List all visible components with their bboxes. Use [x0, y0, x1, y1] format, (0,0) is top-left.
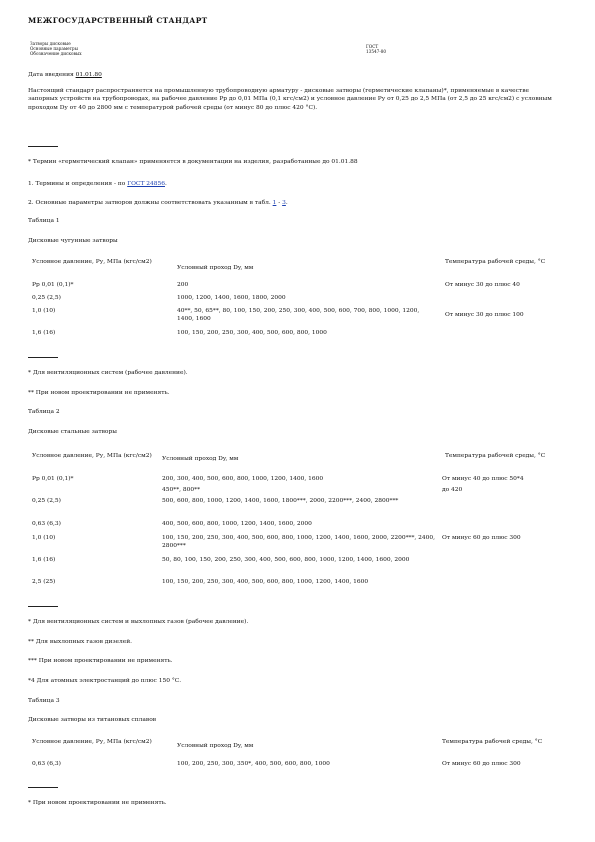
table-2-note-1: * Для вентиляционных систем и выхлопных газов (рабочее давление).	[28, 619, 249, 625]
table-3-header-temperature: Температура рабочей среды, °С	[442, 739, 543, 745]
table-2-header-diameter: Условный проход Dy, мм	[162, 456, 239, 462]
scope-paragraph: Настоящий стандарт распространяется на промышленную трубопроводную арматуру - дисковые затворы (герметические клапаны)*, применяемые в качестве запорных устройств на трубопроводах, на рабочее давление Рр до 0,01 МПа (0,1 кгс/см2) и условное давление Ру от 0,25 до 2,5 МПа (от 2,5 до 25 кгс/см2) с условным проходом Dy от 40 до 2800 мм с температурой рабочей среды (от минус 80 до плюс 420 °С).	[28, 88, 552, 111]
meta-left-1: Затворы дисковые	[30, 41, 71, 46]
table-1-row-3-temperature: От минус 30 до плюс 100	[445, 312, 524, 318]
table-2-row-3-pressure: 0,25 (2,5)	[32, 498, 61, 504]
table-1-row-2-diameter: 1000, 1200, 1400, 1600, 1800, 2000	[177, 295, 286, 301]
table-2-row-6-diameter: 50, 80, 100, 150, 200, 250, 300, 400, 500, 600, 800, 1000, 1200, 1400, 1600, 2000	[162, 557, 410, 563]
table-2-row-2-temperature: до 420	[442, 487, 463, 493]
table-2-header-pressure: Условное давление, Ру, МПа (кгс/см2)	[32, 453, 152, 459]
table-2-row-7-pressure: 2,5 (25)	[32, 579, 56, 585]
table-1-label: Таблица 1	[28, 218, 60, 224]
table-1-row-1-temperature: От минус 30 до плюс 40	[445, 282, 520, 288]
table-2-row-4-diameter: 400, 500, 600, 800, 1000, 1200, 1400, 1600, 2000	[162, 521, 312, 527]
table-3-header-diameter: Условный проход Dy, мм	[177, 743, 254, 749]
gost-24856-link[interactable]: ГОСТ 24856	[127, 181, 165, 187]
introduction-date	[28, 71, 102, 79]
table-2-note-3: *** При новом проектировании не применять.	[28, 658, 173, 664]
clause-2: 2. Основные параметры затворов должны соответствовать указанным в табл. 1 - 3.	[28, 200, 288, 206]
table-2-row-7-diameter: 100, 150, 200, 250, 300, 400, 500, 600, 800, 1000, 1200, 1400, 1600	[162, 579, 369, 585]
table-3-header-pressure: Условное давление, Ру, МПа (кгс/см2)	[32, 739, 152, 745]
table-1-row-3-pressure: 1,0 (10)	[32, 308, 56, 314]
table-1-row-3-diameter: 40**, 50, 65**, 80, 100, 150, 200, 250, 300, 400, 500, 600, 700, 800, 1000, 1200, 1400, 1600	[177, 308, 420, 323]
meta-right-1: ГОСТ	[366, 44, 379, 49]
date-value: 01.01.80	[75, 72, 102, 78]
table-2-row-2-diameter: 450**, 800**	[162, 487, 201, 493]
table-2-header-temperature: Температура рабочей среды, °С	[445, 453, 546, 459]
clause-1-text: 1. Термины и определения - по	[28, 181, 126, 187]
table-1-caption: Дисковые чугунные затворы	[28, 238, 118, 244]
table-1-row-4-diameter: 100, 150, 200, 250, 300, 400, 500, 600, 800, 1000	[177, 330, 327, 336]
table-3-row-1-diameter: 100, 200, 250, 300, 350*, 400, 500, 600, 800, 1000	[177, 761, 330, 767]
table-1-header-diameter: Условный проход Dy, мм	[177, 265, 254, 271]
clause-1: 1. Термины и определения - по ГОСТ 24856.	[28, 181, 167, 187]
document-title: МЕЖГОСУДАРСТВЕННЫЙ СТАНДАРТ	[28, 16, 208, 25]
table-2-row-6-pressure: 1,6 (16)	[32, 557, 56, 563]
table-1-header-temperature: Температура рабочей среды, °С	[445, 259, 546, 265]
table-2-row-3-diameter: 500, 600, 800, 1000, 1200, 1400, 1600, 1800***, 2000, 2200***, 2400, 2800***	[162, 498, 399, 504]
term-footnote: * Термин «герметический клапан» применяется в документации на изделия, разработанные до 01.01.88	[28, 159, 358, 165]
table-3-note-1: * При новом проектировании не применять.	[28, 800, 167, 806]
table-2-notes-divider	[28, 606, 58, 607]
footnote-divider	[28, 146, 58, 147]
table-1-row-1-diameter: 200	[177, 282, 189, 288]
table-1-note-2: ** При новом проектировании не применять.	[28, 390, 170, 396]
table-2-row-1-temperature: От минус 40 до плюс 50*4	[442, 476, 524, 482]
meta-right-2: 13547-80	[366, 49, 387, 54]
table-2-row-1-diameter: 200, 300, 400, 500, 600, 800, 1000, 1200, 1400, 1600	[162, 476, 324, 482]
meta-left-2: Основные параметры	[30, 46, 78, 51]
meta-left-3: Обозначение дисковых	[30, 51, 82, 56]
table-3-row-1-temperature: От минус 60 до плюс 300	[442, 761, 521, 767]
date-label: Дата введения	[28, 72, 74, 78]
table-1-row-1-pressure: Рр 0,01 (0,1)*	[32, 282, 74, 288]
table-1-row-4-pressure: 1,6 (16)	[32, 330, 56, 336]
table-1-notes-divider	[28, 357, 58, 358]
clause-2-separator: -	[278, 200, 281, 206]
table-1-link[interactable]: 1	[272, 200, 277, 206]
table-2-row-1-pressure: Рр 0,01 (0,1)*	[32, 476, 74, 482]
table-2-row-5-diameter: 100, 150, 200, 250, 300, 400, 500, 600, 800, 1000, 1200, 1400, 1600, 2000, 2200***, 2400, 2800***	[162, 535, 436, 550]
table-2-row-4-pressure: 0,63 (6,3)	[32, 521, 61, 527]
table-2-caption: Дисковые стальные затворы	[28, 429, 117, 435]
table-1-header-pressure: Условное давление, Ру, МПа (кгс/см2)	[32, 259, 152, 265]
table-1-row-2-pressure: 0,25 (2,5)	[32, 295, 61, 301]
table-3-link[interactable]: 3	[282, 200, 286, 206]
table-3-label: Таблица 3	[28, 698, 60, 704]
table-2-row-5-temperature: От минус 60 до плюс 300	[442, 535, 521, 541]
table-2-label: Таблица 2	[28, 409, 60, 415]
table-3-row-1-pressure: 0,63 (6,3)	[32, 761, 61, 767]
table-2-row-5-pressure: 1,0 (10)	[32, 535, 56, 541]
table-1-note-1: * Для вентиляционных систем (рабочее давление).	[28, 370, 188, 376]
table-3-caption: Дисковые затворы из титановых сплавов	[28, 717, 157, 723]
table-2-note-4: *4 Для атомных электростанций до плюс 150 °С.	[28, 678, 182, 684]
clause-2-text: 2. Основные параметры затворов должны соответствовать указанным в табл.	[28, 200, 271, 206]
table-2-note-2: ** Для выхлопных газов дизелей.	[28, 639, 133, 645]
table-3-notes-divider	[28, 787, 58, 788]
